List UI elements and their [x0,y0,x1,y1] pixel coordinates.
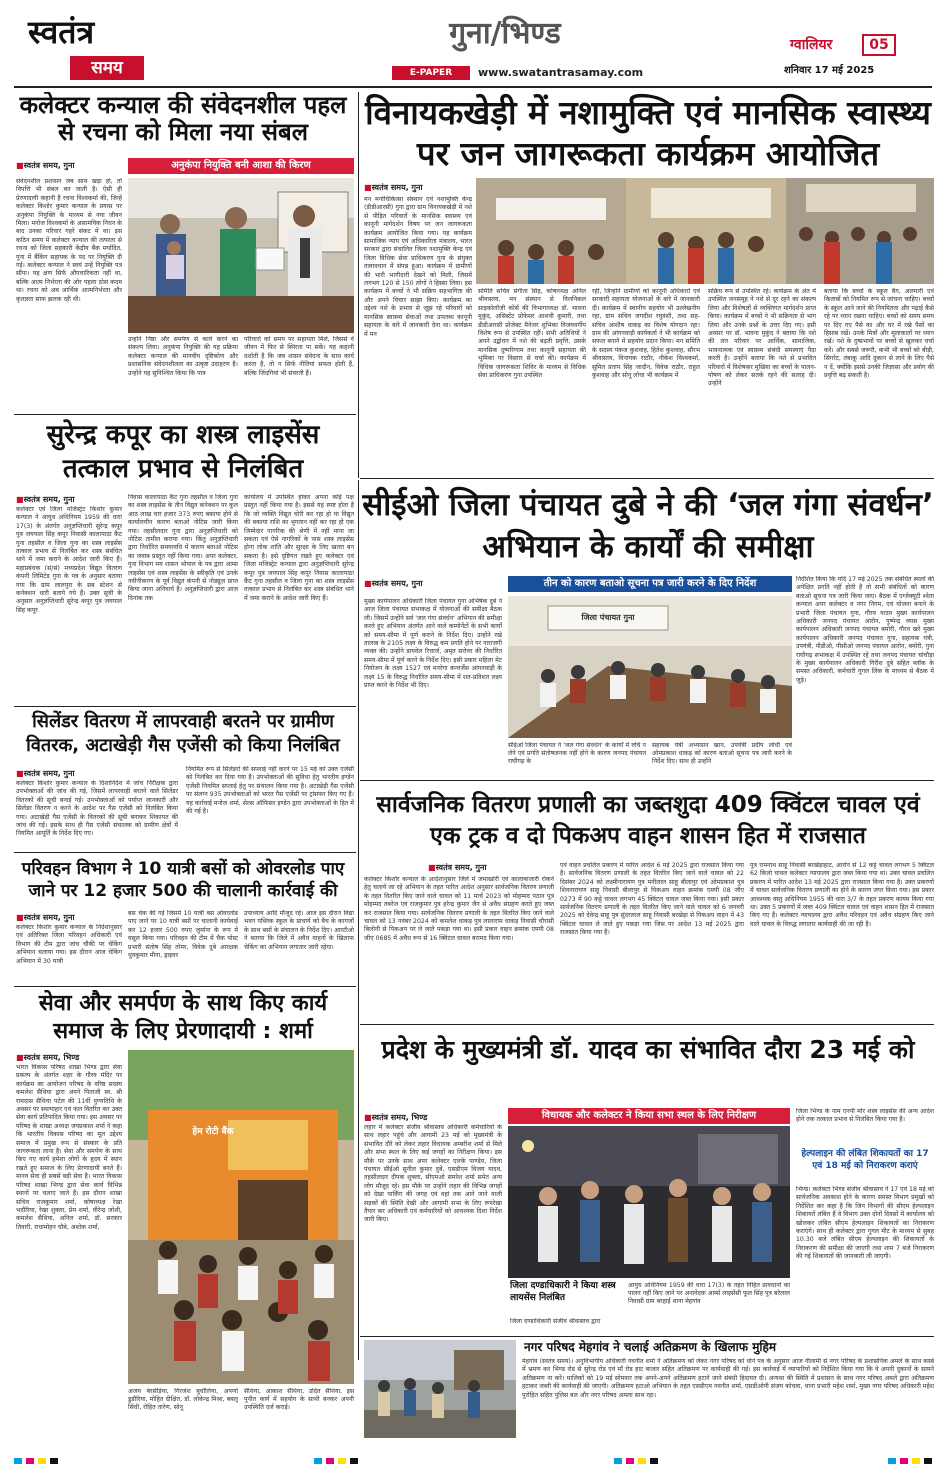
a9-subhead: विधायक और कलेक्टर ने किया सभा स्थल के लिए निरीक्षण [508,1108,790,1124]
a7-headline: परिवहन विभाग ने 10 यात्री बसों को ओवरलोड पाए जाने पर 12 हजार 500 की चालानी कार्रवाई की [21,859,345,901]
a3-col1: कलेक्टर एवं जिला मजिस्ट्रेट किशोर कुमार कन्याल ने आयुध अधिनियम 1959 की धारा 17(3) के अंतर्गत अनुज्ञप्तिधारी सुरेन्द्र कपूर पुत्र जयपाल सिंह कपूर निवासी कालापाठा कैंट गुना तहसील व जिला गुना का शस्त्र लाइसेंस तत्काल प्रभाव से निलंबित कर शस्त्र संबंधित थाने में जमा कराने के आदेश जारी किए हैं। महाप्रबंधक (सं/सं) मध्यप्रदेश विद्युत वितरण कंपनी लिमिटेड गुना के पत्र के अनुसार बताया गया कि ग्राम लालपुरा के सब स्टेशन से कनेक्शन धारी बताये गये हैं। उक्त सूची के अनुसार अनुज्ञप्तिधारी सुरेन्द्र कपूर पुत्र जयपाल सिंह कपूर [16,506,122,614]
epaper-label: E-PAPER [409,68,453,78]
a2-headline: विनायकखेड़ी में नशामुक्ति एवं मानसिक स्वास्थ्य पर जन जागरूकता कार्यक्रम आयोजित [365,93,931,173]
a3-col2: निवास कालापाठा कैंट गुना तहसील व जिला गुना का शस्त्र लाइसेंस के तीन विद्युत कनेक्शन पर कुल आठ लाख चार हजार 373 रुपए बकाया होने से कार्यालयीन कारण बताओ नोटिस जारी किया गया। तहसीलदार गुना द्वारा अनुज्ञप्तिधारी को नोटिस तामील कराया गया। किंतु अनुज्ञप्तिधारी द्वारा निर्धारित समयावधि में कारण बताओ नोटिस का जवाब प्रस्तुत नहीं किया गया। अपर कलेक्टर, गुना विभाग मय शासन भोपाल के पत्र द्वारा आम्स लाइसेंस एवं शस्त्र लाइसेंस के स्वीकृति एवं उनके नवीनीकरण के पूर्व विद्युत कंपनी से नोड्यूज़ प्राप्त किया जाना अनिवार्य है। अनुज्ञप्तिधारी द्वारा आज दिनांक तक [128,494,238,602]
edition-title: गुना/भिण्ड [449,16,561,51]
a1-headline: कलेक्टर कन्याल की संवेदनशील पहल से रचना को मिला नया संबल [19,92,347,146]
a9-side: जिला भिण्ड के नाम एनपी मोर शस्त्र लाइसेंस की अन्य आदेश होने तक तत्काल प्रभाव से निलंबित किया गया है। [796,1108,934,1124]
a2-a4-divider [360,478,934,479]
footer-color-bar [14,1450,932,1458]
a6-a9-divider [360,1024,934,1025]
site-url[interactable]: www.swatantrasamay.com [478,66,644,79]
logo-bottom: समय [91,58,123,78]
a3-col3: कार्यालय में उपस्थित होकर अपना कोई पक्ष प्रस्तुत नहीं किया गया है। इससे यह स्पष्ट होता है कि जो व्यक्ति विद्युत चोरी कर रहा हो या विद्युत की बकाया राशि का भुगतान नहीं कर रहा हो एक जिम्मेदार नागरिक की श्रेणी में नहीं माना जा सकता एवं ऐसे नागरिकों के पास शस्त्र लाइसेंस होना लोक शांति और सुरक्षा के लिए खतरा बन सकता है। इसे दृष्टिगत रखते हुए कलेक्टर एवं जिला मजिस्ट्रेट कन्याल द्वारा अनुज्ञप्तिधारी सुरेन्द्र कपूर पुत्र जयपाल सिंह कपूर निवास कालापाठा कैंट गुना तहसील व जिला गुना का शस्त्र लाइसेंस तत्काल प्रभाव से निलंबित कर शस्त्र संबंधित थाने में जमा कराने के आदेश जारी किए हैं। [244,494,354,602]
a7-a8-divider [14,986,356,987]
a8-caption-1: अजय बेरसेड़िया, गिरजेश बुधौलिया, अपर्णा डुडौरिया, मोहित दीक्षित, डॉ. लोकेन्द्र मिश्रा, बबलू सिंधी, रोहित तारेण, सोनू [128,1388,238,1411]
a8-headline: सेवा और समर्पण के साथ किए कार्य समाज के लिए प्रेरणादायी : शर्मा [38,991,328,1044]
a7-col2: बस चेक की गई जिसमें 10 यात्री बस ओवरलोड पाए जाने पर 10 यात्री बसों पर चालानी कार्यवाई कर 12 हजार 500 रुपए जुर्माना के रूप में वसूल किया गया। परिवहन की टीम में चैक पोस्ट प्रभारी संतोष सिंह तोमर, विवेक दुबे आरक्षक धुवकुमार मीना, ड्राइवर [128,910,238,960]
a6-col2: एवं वाहन प्रचलित प्रकरण में पारित आदेश 6 मई 2025 द्वारा राजसात किया गया है। सार्वजनिक वितरण प्रणाली के तहत वितरित किए जाने वाले चावल को 22 दिसंबर 2024 को लक्ष्मीनारायण पुत्र मनीलाल साहू बीलापुर एवं ओमप्रकाश पुत्र शिवनारायण साहू निवासी बीलापुर से पिकअप वाहन क्रमांक एमपी 08 जीए 0273 में 90 कट्टे चावल लगभग 45 क्विंटल चावल जब्त किया गया। इसी प्रकार सार्वजनिक वितरण प्रणाली के तहत वितरित किए जाने वाले चावल को 6 जनवरी 2025 को देवेन्द्र साहू पुत्र सुंदरलाल साहू निवासी बरखेड़ा से पिकअप वाहन में 43 क्विंटल चावल ले जाते हुए पकड़ा गया जिस पर आदेश 13 मई 2025 द्वारा राजसात किया गया है। [560,862,744,937]
a6-col1: कलेक्टर किशोर कन्याल के आदेशानुसार जिले में जमाखोरी एवं कालाबाजारी रोकने हेतु चलाये जा रहे अभियान के तहत पारित आदेश अनुसार सार्वजनिक वितरण प्रणाली के तहत वितरित किए जाने वाले चावल को 11 मार्च 2023 को मोहम्मद पठान पुत्र मोहम्मद तबरेज एवं राजकुमार पुत्र हरेन्द्र कुमार जैन से अवैध संग्रहण करते हुए जब्त कर राजसात किया गया। सार्वजनिक वितरण प्रणाली के तहत वितरित किए जाने वाले चावल को 13 नवंबर 2024 को कमलेश धाकड़ पुत्र लालाराम धाकड़ निवासी चौरासी बिलोनी से पिकअप पर ले जाते पकड़ा गया था। इसी प्रकार वाहन क्रमांक एमपी 08 जीए 0685 में अवैध रूप से 16 क्विंटल चावल बरामद किया गया। [364,876,554,942]
a4-headline: सीईओ जिला पंचायत दुबे ने की ‘जल गंगा संवर्धन’ अभियान के कार्यों की समीक्षा [362,487,934,565]
city-label: ग्वालियर [790,37,833,53]
a9-photo [508,1126,790,1278]
a8-photo-sign: हेम रोटी बैंक [192,1127,234,1137]
a9-byline: ■ स्वतंत्र समय, भिण्ड [364,1112,494,1123]
a2-col1: मन मनोचिकित्सा संस्थान एवं नशामुक्ति केन्द्र (डीडीआरसी) गुना द्वारा ग्राम विनायकखेड़ी में नशे से पीड़ित परिवारों के मानसिक स्वास्थ्य एवं कानूनी मार्गदर्शन विषय पर जन जागरूकता कार्यक्रम आयोजित किया गया। यह कार्यक्रम सामाजिक न्याय एवं अधिकारिता मंत्रालय, भारत सरकार द्वारा संचालित जिला नशामुक्ति केन्द्र एवं जिला विधिक सेवा प्राधिकरण गुना के संयुक्त तत्वावधान में संपन्न हुआ। कार्यक्रम में ग्रामीणों की भारी भागीदारी देखने को मिली, जिसमें लगभग 120 से 150 लोगों ने हिस्सा लिया। इस कार्यक्रम में बच्चों ने भी सक्रिय सहभागिता की और अपने विचार साझा किए। कार्यक्रम का उद्देश्य नशे के प्रभाव से जूझ रहे परिवारों को मानसिक स्वास्थ्य सेवाओं तथा उपलब्ध कानूनी सहायता के बारे में जानकारी देना था। कार्यक्रम में मन [364,196,472,338]
logo-top: स्वतंत्र [28,13,95,51]
a10-photo [364,1340,516,1438]
a5-a7-divider [14,852,356,853]
a6-headline: सार्वजनिक वितरण प्रणाली का जब्तशुदा 409 क्विंटल चावल एवं एक ट्रक व दो पिकअप वाहन शासन हित में राजसात [376,792,920,849]
a1-col2: उन्होंने निष्ठा और समर्पण से कार्य करने का संकल्प लिया। अनुकंपा नियुक्ति की यह प्रक्रिया कलेक्टर कन्याल की मानवीय दृष्टिकोण और प्रशासनिक संवेदनशीलता का उत्कृष्ट उदाहरण है। उन्होंने यह सुनिश्चित किया कि पात्र [128,336,238,377]
a4-a6-divider [360,780,934,781]
issue-date: शनिवार 17 मई 2025 [784,65,875,76]
a9-side-head: हेल्पलाइन की लंबित शिकायतों का 17 एवं 18 मई को निराकरण कराएं [801,1149,929,1171]
a3-byline: ■ स्वतंत्र समय, गुना [16,494,126,505]
a1-a3-divider [14,414,356,415]
a3-a5-divider [14,706,356,707]
a9-headline: प्रदेश के मुख्यमंत्री डॉ. यादव का संभावित दौरा 23 मई को [381,1035,915,1064]
logo [28,14,146,84]
a8-byline: ■ स्वतंत्र समय, भिण्ड [16,1052,126,1063]
a9-box-col2: आयुध अधिनियम 1959 की धारा 17(3) के तहत निहित प्रावधानों का पालन नहीं किए जाने पर अनावेदक आर्म्स लाइसेंसी फूल सिंह पुत्र बरेलाल निवासी ग्राम बरहाई थाना मेहगांव [628,1282,790,1305]
a9-box-col1: जिला दण्डाधिकारी संजीव श्रीवास्तव द्वारा [510,1318,601,1325]
a9-col1: लहार में कलेक्टर संजीव श्रीवास्तव अधिकारी कर्मचारियों के साथ लहार पहुंचे और आगामी 23 मई को मुख्यमंत्री के संभावित दौरे को लेकर लहार विधायक अम्बरीश शर्मा से मिले और सभा स्थल के लिए कई जगहों का निरीक्षण किया। इस मौके पर उनके साथ अपर कलेक्टर एलके पाण्डेय, जिला पंचायत सीईओ सुनील कुमार दुबे, एसडीएम विजय यादव, तहसीलदार दीपक शुक्ला, सीएमओ समरेश शर्मा समेत अन्य लोग मौजूद रहे। इस मौके पर उन्होंने लहार की विभिन्न जगहों को देखा पार्किंग की जगह एवं वहां तक आने जाने वाली सड़कों की स्थिति देखी और आगामी सभा के लिए रूपरेखा तैयार कर अधिकारी एवं कर्मचारियों को आवश्यक दिशा निर्देश जारी किए। [364,1124,502,1224]
a8-photo [128,1050,354,1384]
a3-headline: सुरेन्द्र कपूर का शस्त्र लाइसेंस तत्काल प्रभाव से निलंबित [46,420,320,484]
a10-headline: नगर परिषद मेहगांव ने चलाई अतिक्रमण के खिलाफ मुहिम [524,1340,777,1354]
a2-col3: रहीं, जिन्होंने ग्रामीणों को कानूनी अधिकारों एवं सरकारी सहायता योजनाओं के बारे में जानकारी दी। कार्यक्रम में स्थानीय सहयोग भी उल्लेखनीय रहा, ग्राम सचिव जगदीश रघुवंशी, तथा सह-सचिव आशीष धाकड़ का विशेष योगदान रहा। ग्राम की आंगनवाड़ी कार्यकर्ता ने भी कार्यक्रम को सफल बनाने में सहयोग प्रदान किया। मन समिति के सदस्य पंकज कुशवाह, हितेश कुशवाह, सौरभ श्रीवास्तव, विनायक राठौर, नीकेश विश्वकर्मा, सुमित प्रताप सिंह जादौन, विवेक राठौर, राहुल कुशवाह और सोनू लोधा भी कार्यक्रम में [592,288,700,380]
a1-col3: परिवारों को समय पर सहायता मिले, जिससे वे जीवन में फिर से स्थिरता पा सकें। यह कहानी दर्शाती है कि जब शासन संवेदना के साथ कार्य करता है, तो न सिर्फ नीतियां सफल होती हैं, बल्कि जिंदगियां भी संवरती हैं। [244,336,354,377]
a5-headline: सिलेंडर वितरण में लापरवाही बरतने पर ग्रामीण वितरक, अटाखेड़ी गैस एजेंसी को किया निलंबित [26,711,340,756]
left-right-divider [358,92,359,478]
a1-byline: ■ स्वतंत्र समय, गुना [16,160,126,171]
a5-col2: नियमित रूप से सिलेंडरों की सप्लाई नहीं करने पर 15 मई को उक्त एजेंसी को निलंबित कर दिया गया है। उपभोक्ताओं की सुविधा हेतु भारतीय इण्डेन एजेंसी नियमित सप्लाई हेतु पर संचालन किया गया है। अटाखेड़ी गैस एजेंसी पर संलग्न 935 उपभोक्ताओं को भारत गैस एजेंसी पर ट्रांसफर किए गए हैं। यह कार्रवाई मनोज शर्मा, सेल्स ऑफिसर इण्डेन द्वारा उपभोक्ताओं के हित में की गई है। [186,766,354,816]
masthead [0,0,945,86]
a4-caption-1: सीईओ जिला पंचायत ने 'जल गंगा संवर्धन' के कार्यों में रुचि न लेने एवं प्रगति संतोषजनक नहीं होने के कारण जनपद पंचायत राघौगढ़ के [508,742,646,765]
a1-subhead: अनुकंपा नियुक्ति बनी आशा की किरण [128,158,354,174]
masthead-rule [14,86,932,88]
a8-caption-2: सैथिया, आकाश सैथिया, उदित सैथिया, इस पुनीत कार्य में सहयोग के साथी बनकर अपनी उपस्थिति दर्ज कराई। [244,1388,354,1411]
a2-col2: समिति सचिव संगीता सिंह, कोषाध्यक्ष अनिल श्रीवास्तव, मन संस्थान से विलनिकल साइकोलॉजी कोर्स की विभागाध्यक्ष डॉ. भावना मुकुंद, असिस्टेंट प्रोफेसर आशवी कुमारी, तथा डीडीआरसी प्रोजेक्ट मैनेजर शुभिका विजयवर्गीय विशेष रूप से उपस्थित रहीं। सभी अतिथियों ने अपने उद्बोधन में नशे की बढ़ती प्रवृत्ति, उसके मानसिक दुष्परिणाम तथा कानूनी सहायता की भूमिका पर विस्तार से चर्चा की। कार्यक्रम में विधिक जागरूकता शिविर के माध्यम से विधिक सेवा प्राधिकरण गुना उपस्थित [478,288,586,380]
page-number: 05 [869,37,889,53]
a2-col5: बताया कि बच्चों के स्कूल बैग, अलमारी एवं किताबों को नियमित रूप से जांचना चाहिए। बच्चों के स्कूल आने जाने की नियमितता और पढ़ाई कैसे रहे पर ध्यान रखना चाहिए। बच्चों को समय समय पर दिए गए पैसे का और घर में रखे पैसों का हिसाब रखें। उनके मित्रों और मुलाकातों पर ध्यान रखें। नशे के दुष्प्रभावों पर बच्चों से खुलकर चर्चा करें। और सबसे जरूरी, कभी भी बच्चों को बीड़ी, सिगरेट, तंबाकू आदि दुकान से लाने के लिए पैसे न दें, क्योंकि इससे उनकी जिज्ञासा और प्रयोग की प्रवृत्ति बढ़ सकती है। [824,288,934,380]
a1-photo [128,178,354,333]
a4-subhead: तीन को कारण बताओ सूचना पत्र जारी करने के दिए निर्देश [508,576,792,592]
a1-col1: संवेदनशील प्रशासन जब साथ खड़ा हो, तो विपत्ति भी संबल बन जाती है। ऐसी ही प्रेरणादायी कहानी है रचना विश्वकर्मा की, जिन्हें कलेक्टर किशोर कुमार कन्याल के प्रयास पर अनुकंपा नियुक्ति के माध्यम से नया जीवन मिला। मनोज विश्वकर्मा के असामयिक निधन के बाद उनका परिवार गहरे संकट में था। इस कठिन समय में कलेक्टर कन्याल की तत्परता से रचना को जिला सहकारी केंद्रीय बैंक मर्यादित, गुना में बैंकिंग सहायक के पद पर नियुक्ति दी गई। कलेक्टर कन्याल ने स्वयं उन्हें नियुक्ति पत्र सौंपा। यह क्षण सिर्फ औपचारिकता नहीं था, बल्कि आत्म निर्भरता की ओर पहला ठोस कदम था। रचना को अब आर्थिक आत्मनिर्भरता और कृतज्ञता साफ झलक रही थी। [16,178,122,303]
a9-side-body: भिण्ड। कलेक्टर भिण्ड संजीव श्रीवास्तव ने 17 एवं 18 मई को सार्वजनिक अवकाश होने के कारण समस्त विभाग प्रमुखों को निर्देशित कर कहा है कि जिन विभागों की सीएम हेल्पलाइन शिकायतें लंबित हैं वे विभाग उक्त दोनों दिवसों में कार्यालय को खोलकर लंबित सीएम हेल्पलाइन शिकायतों का निराकरण कराएंगे। साथ ही कलेक्टर द्वारा गूगल मीट के माध्यम से सुबह 10.30 बजे लंबित सीएम हेल्पलाइन की शिकायतों के निराकरण की समीक्षा की जाएगी तथा शाम 7 बजे निराकरण की गई शिकायतों की जानकारी ली जाएगी। [796,1186,934,1261]
a2-byline: ■ स्वतंत्र समय, गुना [364,182,474,193]
a2-col4: सक्रिय रूप से उपस्थित रहे। कार्यक्रम के अंत में उपस्थित जनसमूह ने नशे से दूर रहने का संकल्प लिया और विशेषज्ञों से व्यक्तिगत मार्गदर्शन प्राप्त किया। कार्यक्रम में बच्चों ने भी सक्रियता से भाग लिया और उनके प्रश्नों के उत्तर दिए गए। इसी अवसर पर डॉ. भावना मुकुंद ने बताया कि नशे की लत परिवार पर आर्थिक, सामाजिक, भावनात्मक एवं स्वास्थ्य संबंधी समस्याएं पैदा करती है। उन्होंने बताया कि नशे से प्रभावित परिवारों में विशेषकर मुखिया का बच्चों के पालन-पोषण को लेकर सतर्क रहने की सलाह दी। उन्होंने [708,288,816,388]
left-right-divider-2 [358,480,359,1360]
a7-byline: ■ स्वतंत्र समय, गुना [16,912,126,923]
a7-col1: कलेक्टर किशोर कुमार कन्याल के निर्देशानुसार एवं अतिरिक्त जिला परिवहन अधिकारी एवं विभाग की टीम द्वारा जांच चौकी पर चेकिंग अभियान चलाया गया। इस दौरान आज चेकिंग अभियान में 30 यात्री [16,924,122,965]
a9-box-head: जिला दण्डाधिकारी ने किया शस्त्र लायसेंस निलंबित [510,1281,616,1303]
a4-byline: ■ स्वतंत्र समय, गुना [364,578,474,589]
a5-col1: कलेक्टर किशोर कुमार कन्याल के दिशानिर्देश में जांच निरीक्षक द्वारा उपभोक्ताओं की जांच की गई, जिसमें लापरवाही बरतने वाले सिलेंडर वितरकों की सूची बनाई गई। उपभोक्ताओं को पर्याप्त जानकारी और सिलेंडर वितरण न करने के आदेश पर गैस एजेंसी को निलंबित किया गया। अटाखेड़ी गैस एजेंसी के वितरकों की सूची बनाकर शिकायत की जांच की गई। इसके साथ ही गैस एजेंसी संचालक को ग्रामीण क्षेत्रों में नियमित आपूर्ति के निर्देश दिए गए। [16,780,178,838]
a7-col3: उपाध्याय आदि मौजूद रहे। आज इस दौरान विद्या भवन पब्लिक स्कूल के प्राचार्य को बैच के कागजों के साथ बसों के संचालन के निर्देश दिए। आरटीओ ने बताया कि जिले में अवैध वाहनों के खिलाफ चेकिंग का अभियान लगातार जारी रहेगा। [244,910,354,951]
a4-col3: निर्देशित किया कि यदि 17 मई 2025 तक संबंधित स्थलों की अपेक्षित प्रगति नहीं होती है तो सभी संबंधितों को कारण बताओ सूचना पत्र जारी किया जाए। बैठक में एग्जेक्यूटी श्वेता कन्याल अपर कलेक्टर व नगर निगम, एवं योजना बनाने के प्रभारी जिला पंचायत गुना, गौरव यादव मुख्य कार्यपालन अधिकारी जनपद पंचायत आरोन, पुष्पेन्द्र व्यास मुख्य कार्यपालन अधिकारी जनपद पंचायत बमोरी, गौरव खरे मुख्य कार्यपालन अधिकारी जनपद पंचायत गुना, सहायक यंत्री, उपयंत्री, पीडीओ, पीसीओ जनपद पंचायत आरोन, बमोरी, गुना राघौगढ़ सभाकक्ष में उपस्थित रहे तथा जनपद पंचायत चांचौड़ा के मुख्य कार्यपालन अधिकारी गिरीश दुबे सहित ब्लॉक के समस्त अधिकारी, कर्मचारी गूगल लिंक के माध्यम से बैठक में जुड़े। [796,576,934,684]
a4-caption-2: सहायक यंत्री अभ्यासन खान, उपयंत्री प्रदीप लोधी एवं ओमप्रकाश धाकड़ को कारण बताओ सूचना पत्र जारी करने के निर्देश दिए। साथ ही उन्होंने [652,742,792,765]
a6-byline: ■ स्वतंत्र समय, गुना [428,862,548,873]
a2-photo [476,178,934,284]
a6-col3: पुत्र रामनाथ साहू निवासी बरखेड़ाहाट, आरोन से 12 कट्टे चावल लगभग 5 क्विंटल 62 किलो चावल कलेक्टर न्यायालय द्वारा जब्त किया गया था। उक्त चावल प्रचलित प्रकरण में पारित आदेश 13 मई 2025 द्वारा राजसात किया गया है। उक्त प्रकरणों में चावल सार्वजनिक वितरण प्रणाली का होने के कारण जप्त किया गया। इस प्रकार आवश्यक वस्तु अधिनियम 1955 की धारा 3/7 के तहत प्रकरण कायम किया गया था। उक्त 5 प्रकरणों में जब्त 409 क्विंटल चावल एवं वाहन शासन हित में राजसात किए गए हैं। कलेक्टर न्यायालय द्वारा अवैध परिवहन एवं अवैध संग्रहण किए जाने वाले चावल के विरुद्ध लगातार कार्यवाही की जा रही है। [750,862,934,928]
a9-a10-divider [360,1336,934,1337]
a8-col1: भारत विकास परिषद शाखा भिण्ड द्वारा सेवा प्रकल्प के अंतर्गत शहर के गौरव मंदिर पर कार्यक्रम का आयोजन परिषद के वरिष्ठ सदस्य कमलेश सैथिया द्वारा अपने पिताजी स्व. श्री रामदास सैथिया पटेल की 11वीं पुण्यतिथि के अवसर पर स्वल्पाहार एवं फल वितरित कर उक्त सेवा कार्य प्रतिपादित किया गया। इस अवसर पर परिषद के शाखा अध्यक्ष जयप्रकाश शर्मा ने कहा कि भारतीय विकास परिषद का मूल उद्देश्य समाज में प्रमुख रूप से संस्कार के प्रति जागरूकता लाना है। सेवा और समर्पण के साथ किए गए कार्य हमेशा लोगों के हृदय में स्थान रखते हुए समाज के लिए प्रेरणादायी बनते हैं। मानव सेवा ही सबसे बड़ी सेवा है। भारत विकास परिषद शाखा भिण्ड द्वारा सेवा कार्य विभिन्न स्थानों पर चलाए जाते हैं। इस दौरान शाखा सचिव राजकुमार शर्मा, कोषाध्यक्ष रेखा भदौरिया, रेखा शुक्ला, प्रेम शर्मा, वीरेन्द्र जोशी, कमलेश सैथिया, अनिल शर्मा, डॉ. सरकार तिवारी, राधामोहन चौबे, अशोक शर्मा, [16,1064,122,1231]
a4-col1: मुख्य कार्यपालन अधिकारी जिला पंचायत गुना अभिषेक दुबे ने आज जिला पंचायत सभाकक्ष में योजनाओं की समीक्षा बैठक ली। जिसमें उन्होंने सर्व 'जल गंगा संवर्धन' अभियान की समीक्षा करते हुए अभियान अंतर्गत आने वाले कम्पोनेंटों के सभी कार्यों को समय-सीमा में पूर्ण कराने के निर्देश दिए। उन्होंने रखे तालाब के 2105 लक्ष्य के विरुद्ध कम प्रगति होने पर नाराजगी व्यक्त की। उन्होंने डायवेल रिचार्ज, अमृत सरोवर की निर्धारित समय-सीमा में पूर्ण करने के निर्देश दिए। इसी प्रकार महिला मेट नियोजन के लक्ष्य 1527 एवं मनरेगा कन्वर्जेंस आंगनवाड़ी के लक्ष्य 15 के विरुद्ध निर्धारित समय-सीमा में शत-प्रतिशत लक्ष्य प्राप्त करने के निर्देश भी दिए। [364,598,502,690]
a5-byline: ■ स्वतंत्र समय, गुना [16,768,136,779]
a10-body: मेहगांव (स्वतंत्र समय)। अनुविभागीय अधिकारी नवनीत शर्मा ने अतिक्रमण को लेकर नगर परिषद को धोने पत्र के अनुसार आज नीलामी से नगर परिषद के प्रशासनिक अमले के साथ कस्बे में भ्रमण कर भिण्ड रोड से सुरेन्द्र रोड एवं माँ रोड हाट बाजार सहित अतिक्रमण पर कार्यवाही की गई। इस कार्रवाई में व्यापारियों को निर्देशित किया गया कि वे अपनी दुकानों के सामने अतिक्रमण ना करें। मालिकों को 19 मई सोमवार तक अपने-अपने अतिक्रमण हटाने जाने संबंधी हिदायत दी। अन्यथा की स्थिति में प्रशासन के साथ नगर परिषद अमले द्वारा अतिक्रमण हटाकर जब्ती की कार्यवाही की जाएगी। अतिक्रमण हटाओ अभियान के तहत एसडीएम नवनीत शर्मा, एसडीओपी संजय कोचवा, थाना प्रभारी महेश शर्मा, मुख्य नगर परिषद अधिकारी महेश पुरोहित सहित पुलिस बल और नगर परिषद अमला साथ रहा। [522,1358,934,1399]
a4-photo-sign: जिला पंचायत गुना [581,613,635,622]
